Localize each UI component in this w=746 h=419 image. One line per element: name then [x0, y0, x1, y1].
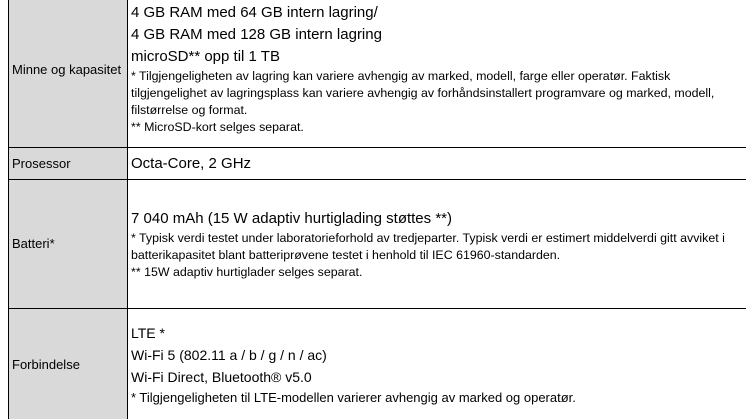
footnote: * Typisk verdi testet under laboratorieforhold av tredjeparter. Typisk verdi er estimert middelverdi gitt avviket i batterikapasitet blant batteriprøvene testet i henhold til IEC 61960-standarden.	[131, 230, 725, 262]
row-value-minne	[128, 0, 746, 148]
row-value-batteri	[128, 180, 746, 309]
spec-table	[8, 0, 746, 419]
processor-value: Octa-Core, 2 GHz	[131, 154, 252, 172]
row-label-forbindelse: Forbindelse	[9, 309, 128, 419]
memory-config-line: 4 GB RAM med 128 GB intern lagring	[131, 25, 382, 43]
row-value-forbindelse	[128, 309, 746, 419]
connectivity-line: LTE *	[131, 325, 165, 341]
footnote: ** MicroSD-kort selges separat.	[131, 119, 304, 134]
battery-value: 7 040 mAh (15 W adaptiv hurtiglading støttes **)	[131, 209, 452, 227]
row-label-batteri: Batteri*	[9, 180, 128, 309]
microsd-line: microSD** opp til 1 TB	[131, 47, 280, 65]
row-value-prosessor	[128, 148, 746, 180]
footnote: ** 15W adaptiv hurtiglader selges separat.	[131, 264, 363, 279]
connectivity-line: Wi-Fi 5 (802.11 a / b / g / n / ac)	[131, 347, 327, 363]
footnote: * Tilgjengeligheten til LTE-modellen varierer avhengig av marked og operatør.	[131, 390, 576, 405]
table-row	[9, 0, 746, 148]
memory-config-line: 4 GB RAM med 64 GB intern lagring/	[131, 3, 378, 21]
table-row	[9, 148, 746, 180]
row-label-minne: Minne og kapasitet	[9, 0, 128, 148]
connectivity-line: Wi-Fi Direct, Bluetooth® v5.0	[131, 369, 312, 385]
footnote: * Tilgjengeligheten av lagring kan variere avhengig av marked, modell, farge eller operatør. Faktisk tilgjengelighet av lagringsplass kan variere avhengig av forhåndsinstallert programvare og marked, modell, filstørrelse og format.	[131, 68, 715, 117]
table-row	[9, 309, 746, 419]
row-label-prosessor: Prosessor	[9, 148, 128, 180]
table-row	[9, 180, 746, 309]
